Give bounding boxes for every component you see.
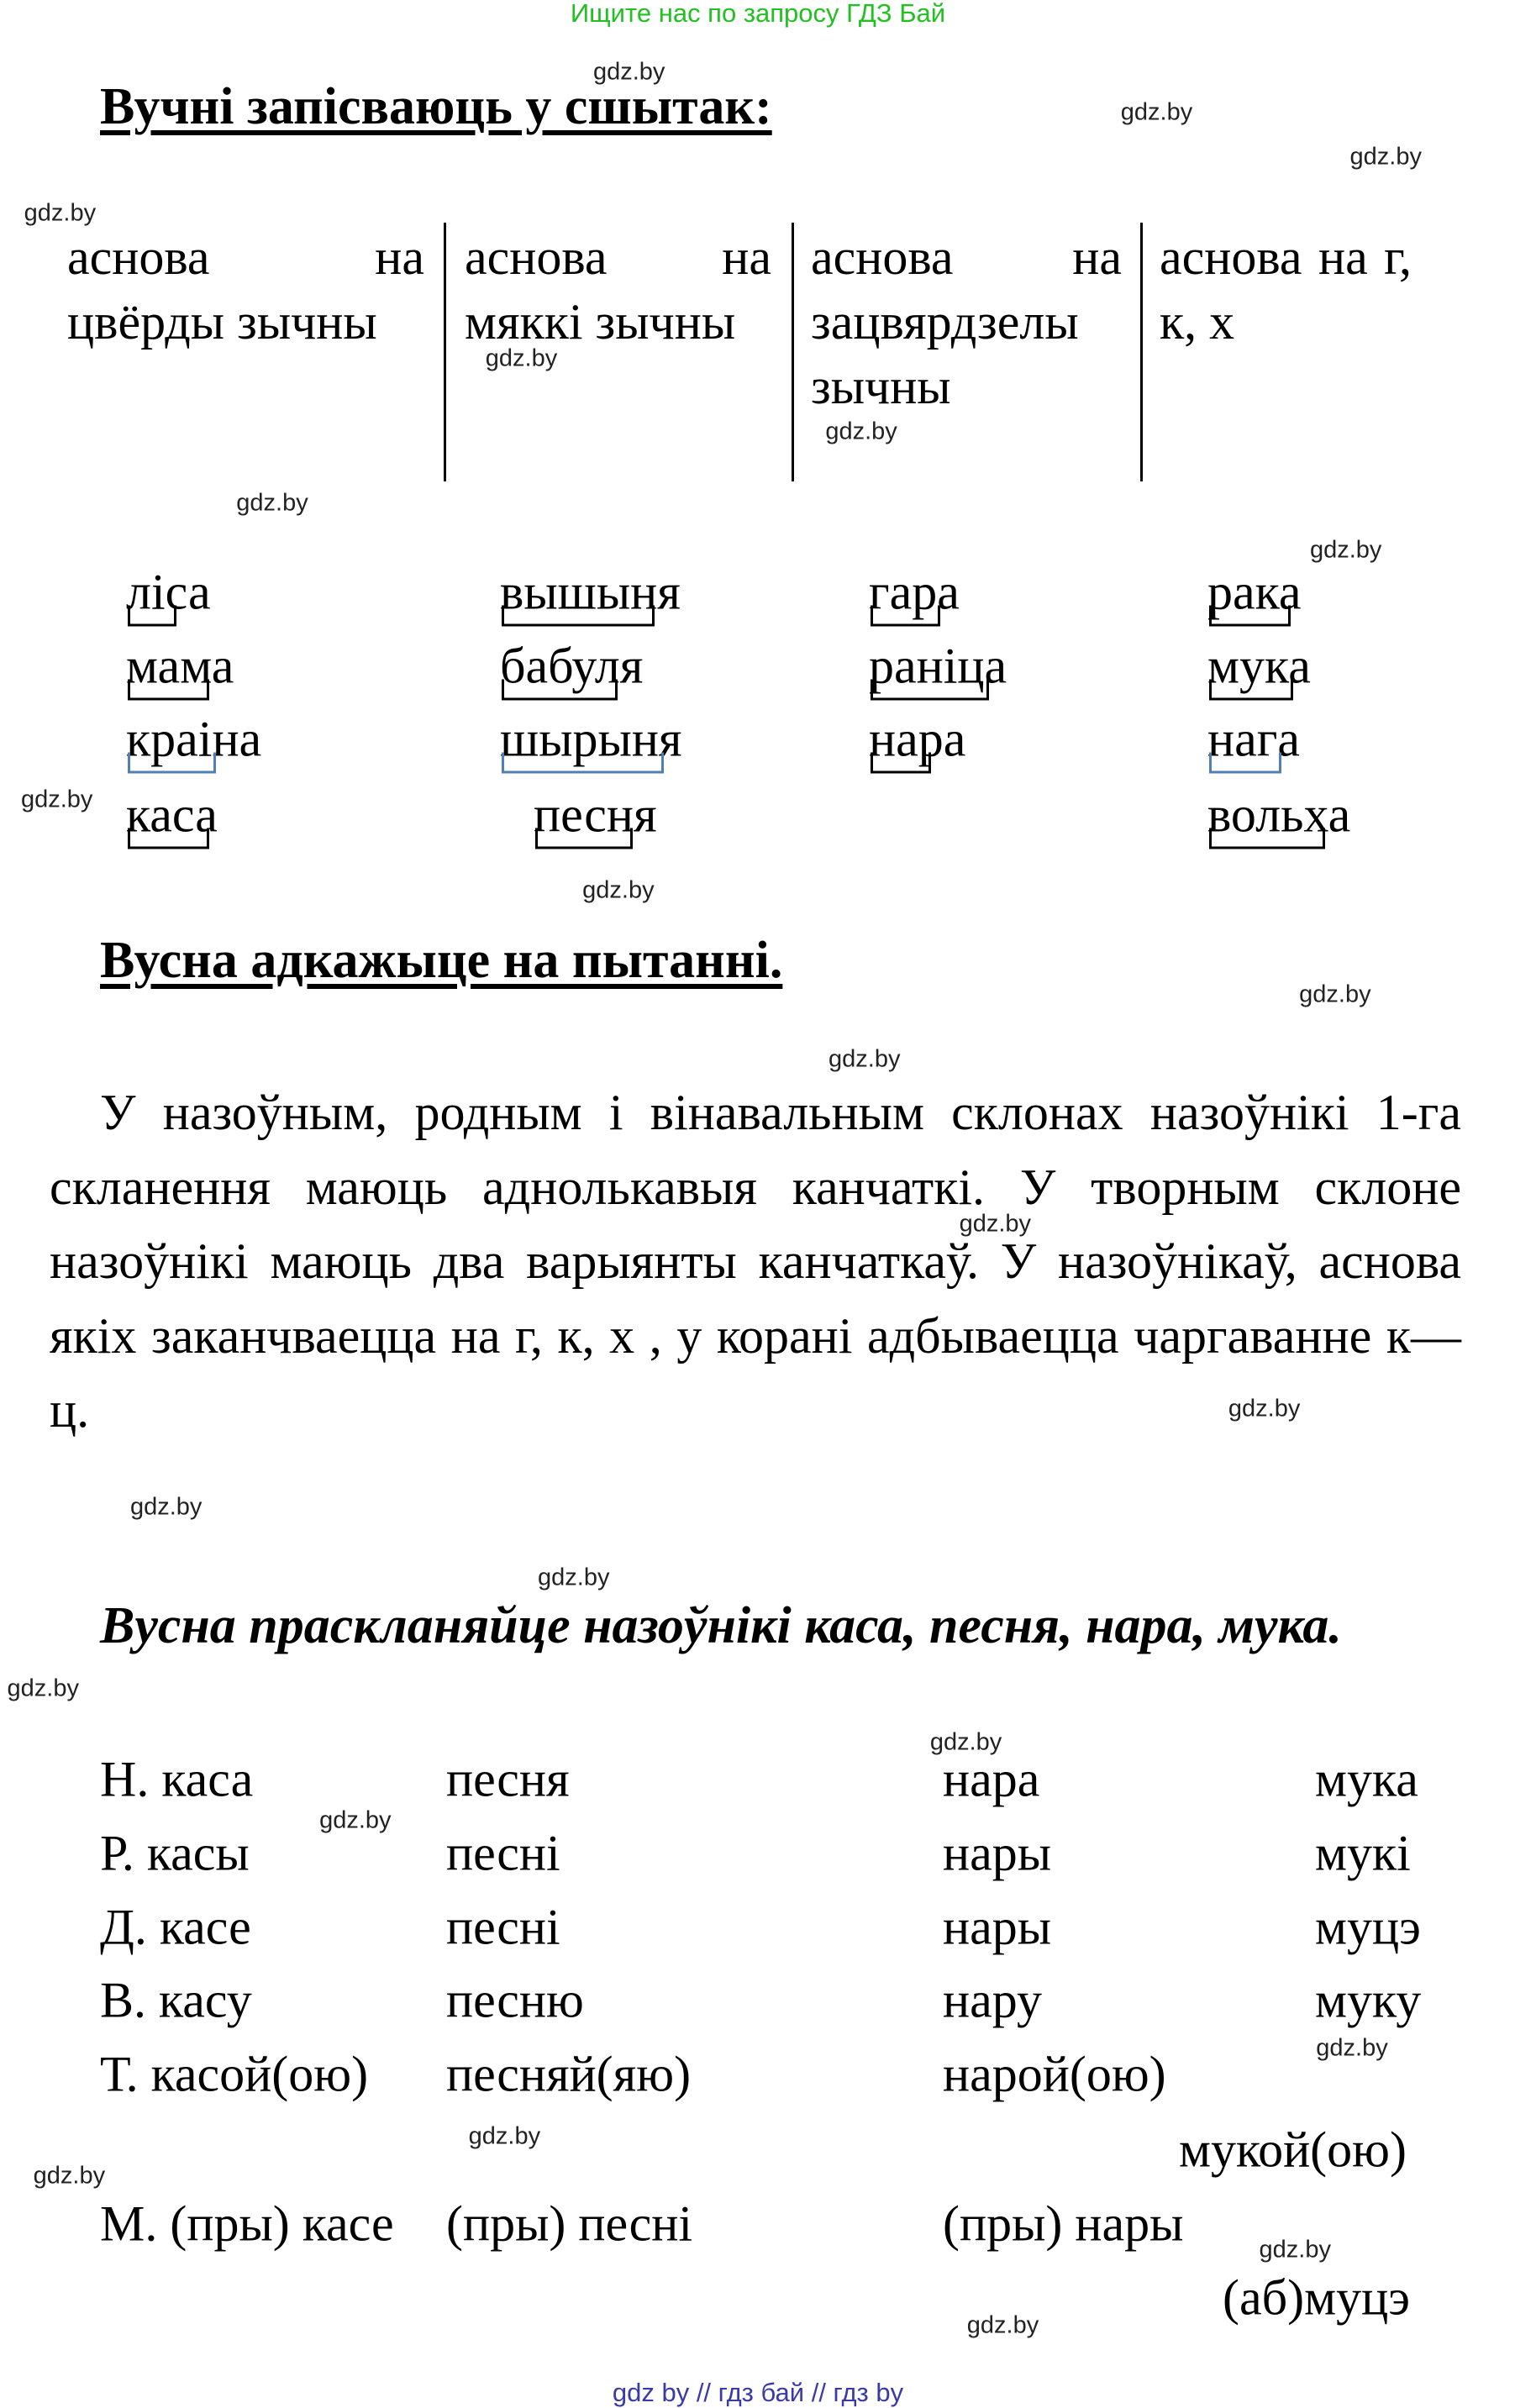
example-word bbox=[534, 786, 657, 844]
word-text: краіна bbox=[126, 711, 262, 767]
watermark-text: gdz.by bbox=[959, 1210, 1032, 1238]
stem-bracket-mark bbox=[128, 606, 176, 627]
watermark-text: gdz.by bbox=[485, 344, 558, 371]
declension-cell: нары bbox=[943, 1899, 1052, 1955]
column-header-soft: аснова на мяккі зычны bbox=[465, 229, 771, 350]
column-header-hard: аснова на цвёрды зычны bbox=[67, 229, 424, 350]
stem-bracket-mark bbox=[1209, 753, 1281, 774]
watermark-text: gdz.by bbox=[825, 418, 897, 445]
example-word bbox=[126, 711, 261, 769]
stem-bracket-mark bbox=[128, 828, 209, 849]
declension-cell: песня bbox=[446, 1751, 570, 1807]
example-word bbox=[1207, 711, 1300, 769]
watermark-text: gdz.by bbox=[929, 1728, 1002, 1756]
stem-bracket-mark bbox=[128, 680, 209, 701]
section-title-answer: Вусна адкажыце на пытанні. bbox=[100, 932, 783, 989]
word-text: вышыня bbox=[500, 564, 681, 620]
watermark-text: gdz.by bbox=[829, 1045, 901, 1073]
word-text: мука bbox=[1207, 638, 1311, 694]
stem-bracket-mark bbox=[535, 828, 633, 849]
watermark-text: gdz.by bbox=[129, 1493, 203, 1521]
declension-cell: (аб)муцэ bbox=[1223, 2269, 1410, 2326]
column-divider bbox=[792, 223, 794, 481]
watermark-text: gdz.by bbox=[592, 58, 665, 86]
word-text: песня bbox=[534, 786, 657, 843]
watermark-text: gdz.by bbox=[1120, 98, 1193, 126]
watermark-text: gdz.by bbox=[1228, 1395, 1301, 1422]
declension-cell: муцэ bbox=[1315, 1899, 1421, 1955]
column-header-gkh: аснова на г, к, х bbox=[1160, 229, 1412, 350]
watermark-text: gdz.by bbox=[20, 786, 93, 813]
word-text: мама bbox=[126, 638, 234, 694]
declension-cell: (пры) песні bbox=[446, 2195, 693, 2252]
stem-bracket-mark bbox=[128, 753, 216, 774]
declension-cell: нарой(ою) bbox=[943, 2046, 1166, 2102]
stem-bracket-mark bbox=[1209, 828, 1325, 849]
example-word bbox=[869, 711, 965, 769]
declension-cell: Р. касы bbox=[100, 1825, 250, 1881]
column-divider bbox=[444, 223, 446, 481]
column-divider bbox=[1140, 223, 1143, 481]
word-text: раніца bbox=[869, 638, 1007, 694]
watermark-text: gdz.by bbox=[1299, 981, 1371, 1008]
stem-bracket-mark bbox=[871, 753, 931, 774]
example-word bbox=[1207, 786, 1350, 844]
example-word bbox=[500, 638, 643, 696]
declension-cell: (пры) нары bbox=[943, 2195, 1184, 2252]
watermark-text: gdz.by bbox=[24, 199, 97, 227]
stem-bracket-mark bbox=[1209, 606, 1291, 627]
stem-bracket-mark bbox=[502, 753, 664, 774]
watermark-text: gdz.by bbox=[582, 876, 655, 904]
example-word bbox=[500, 711, 682, 769]
declension-cell: В. касу bbox=[100, 1972, 252, 2028]
word-text: гара bbox=[869, 564, 960, 620]
column-header-hardened: аснова на зацвярдзелы зычны bbox=[811, 229, 1122, 414]
watermark-text: gdz.by bbox=[7, 1675, 79, 1702]
word-text: нага bbox=[1207, 711, 1300, 767]
rule-paragraph: У назоўным, родным і вінавальным склонах назоўнікі 1-га скланення маюць аднолькавыя канчаткі. У творным склоне назоўнікі маюць два варыянты канчаткаў. У назоўнікаў, аснова якіх заканчваецца на г, к, х , у корані адбываецца чаргаванне к—ц. bbox=[50, 1085, 1461, 1438]
stem-bracket-mark bbox=[871, 606, 940, 627]
watermark-text: gdz.by bbox=[33, 2162, 106, 2190]
section-title-write: Вучні запісваюць у сшытак: bbox=[100, 78, 772, 135]
example-word bbox=[126, 638, 234, 696]
watermark-text: gdz.by bbox=[1259, 2236, 1331, 2263]
declension-cell: песню bbox=[446, 1972, 584, 2028]
search-hint-link[interactable]: Ищите нас по запросу ГДЗ Бай bbox=[570, 0, 946, 28]
watermark-text: gdz.by bbox=[468, 2122, 541, 2150]
section-title-decline: Вусна праскланяйце назоўнікі каса, песня, нара, мука. bbox=[100, 1597, 1342, 1654]
word-text: бабуля bbox=[500, 638, 644, 694]
declension-cell: песні bbox=[446, 1899, 560, 1955]
stem-bracket-mark bbox=[502, 606, 655, 627]
watermark-text: gdz.by bbox=[1316, 2034, 1388, 2062]
watermark-text: gdz.by bbox=[319, 1806, 392, 1834]
example-word bbox=[126, 564, 211, 622]
declension-cell: Т. касой(ою) bbox=[100, 2046, 369, 2102]
example-word bbox=[500, 564, 681, 622]
example-word bbox=[869, 638, 1007, 696]
word-text: нара bbox=[869, 711, 966, 767]
stem-bracket-mark bbox=[502, 680, 618, 701]
watermark-text: gdz.by bbox=[538, 1564, 610, 1591]
word-text: каса bbox=[126, 786, 218, 843]
example-word bbox=[869, 564, 960, 622]
declension-cell: мукой(ою) bbox=[1179, 2121, 1407, 2178]
word-text: ліса bbox=[126, 564, 211, 620]
footer-links[interactable]: gdz by // гдз бай // гдз by bbox=[612, 2378, 904, 2407]
word-text: вольха bbox=[1207, 786, 1351, 843]
declension-cell: Д. касе bbox=[100, 1899, 251, 1955]
declension-cell: песняй(яю) bbox=[446, 2046, 692, 2102]
declension-cell: мукі bbox=[1315, 1825, 1411, 1881]
declension-cell: нары bbox=[943, 1825, 1052, 1881]
word-text: шырыня bbox=[500, 711, 682, 767]
declension-cell: нару bbox=[943, 1972, 1042, 2028]
stem-bracket-mark bbox=[871, 680, 989, 701]
watermark-text: gdz.by bbox=[236, 489, 308, 517]
declension-cell: Н. каса bbox=[100, 1751, 254, 1807]
stem-bracket-mark bbox=[1209, 680, 1293, 701]
example-word bbox=[1207, 638, 1311, 696]
declension-cell: нара bbox=[943, 1751, 1040, 1807]
declension-cell: М. (пры) касе bbox=[100, 2195, 394, 2252]
watermark-text: gdz.by bbox=[1349, 143, 1422, 171]
example-word bbox=[126, 786, 218, 844]
declension-cell: мука bbox=[1315, 1751, 1418, 1807]
declension-cell: муку bbox=[1315, 1972, 1422, 2028]
word-text: рака bbox=[1207, 564, 1302, 620]
watermark-text: gdz.by bbox=[1309, 536, 1382, 564]
example-word bbox=[1207, 564, 1302, 622]
watermark-text: gdz.by bbox=[966, 2311, 1039, 2339]
declension-cell: песні bbox=[446, 1825, 560, 1881]
